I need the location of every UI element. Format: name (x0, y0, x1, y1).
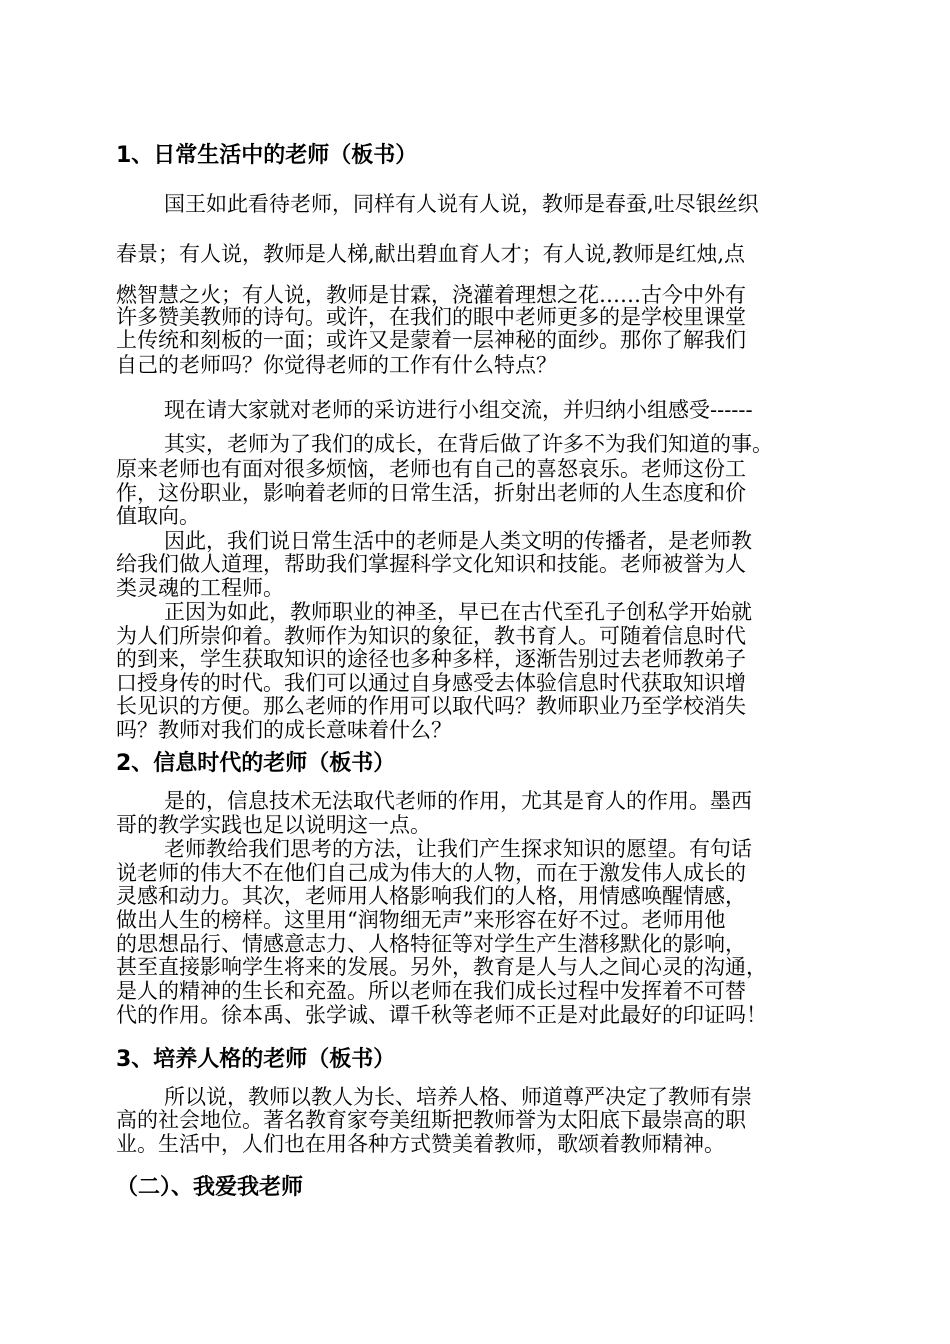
paragraph-1-line-2: 春景；有人说，教师是人梯,献出碧血育人才；有人说,教师是红烛,点 (116, 242, 746, 266)
paragraph-7-line-7: 是人的精神的生长和充盈。所以老师在我们成长过程中发挥着不可替 (116, 979, 746, 1003)
paragraph-5-line-5: 长见识的方便。那么老师的作用可以取代吗？教师职业乃至学校消失 (116, 694, 746, 718)
paragraph-4-line-3: 类灵魂的工程师。 (116, 576, 284, 600)
paragraph-6-line-1: 是的，信息技术无法取代老师的作用，尤其是育人的作用。墨西 (164, 789, 752, 813)
section-heading-3: 3、培养人格的老师（板书） (116, 1047, 396, 1072)
paragraph-3-line-1: 其实，老师为了我们的成长，在背后做了许多不为我们知道的事。 (164, 432, 773, 456)
paragraph-7-line-6: 甚至直接影响学生将来的发展。另外，教育是人与人之间心灵的沟通， (116, 955, 767, 979)
paragraph-1-line-5: 上传统和刻板的一面；或许又是蒙着一层神秘的面纱。那你了解我们 (116, 328, 746, 352)
paragraph-7-line-5: 的思想品行、情感意志力、人格特征等对学生产生潜移默化的影响， (116, 932, 746, 956)
paragraph-5-line-1: 正因为如此，教师职业的神圣，早已在古代至孔子创私学开始就 (164, 600, 752, 624)
paragraph-1-line-6: 自己的老师吗？你觉得老师的工作有什么特点？ (116, 353, 557, 377)
paragraph-3-line-2: 原来老师也有面对很多烦恼，老师也有自己的喜怒哀乐。老师这份工 (116, 457, 746, 481)
paragraph-6-line-2: 哥的教学实践也足以说明这一点。 (116, 813, 431, 837)
paragraph-7-line-8: 代的作用。徐本禹、张学诚、谭千秋等老师不正是对此最好的印证吗！ (116, 1003, 767, 1027)
paragraph-5-line-3: 的到来，学生获取知识的途径也多种多样，逐渐告别过去老师教弟子 (116, 647, 746, 671)
paragraph-7-line-4: 做出人生的榜样。这里用“润物细无声”来形容在好不过。老师用他 (116, 908, 726, 932)
paragraph-7-line-2: 说老师的伟大不在他们自己成为伟大的人物，而在于激发伟人成长的 (116, 861, 746, 885)
paragraph-1-line-1: 国王如此看待老师，同样有人说有人说，教师是春蚕,吐尽银丝织 (164, 192, 759, 216)
paragraph-5-line-2: 为人们所崇仰着。教师作为知识的象征，教书育人。可随着信息时代 (116, 624, 746, 648)
section-heading-1: 1、日常生活中的老师（板书） (116, 143, 418, 168)
paragraph-7-line-3: 灵感和动力。其次，老师用人格影响我们的人格，用情感唤醒情感， (116, 884, 746, 908)
paragraph-5-line-4: 口授身传的时代。我们可以通过自身感受去体验信息时代获取知识增 (116, 671, 746, 695)
paragraph-8-line-1: 所以说，教师以教人为长、培养人格、师道尊严决定了教师有崇 (164, 1085, 752, 1109)
paragraph-4-line-2: 给我们做人道理，帮助我们掌握科学文化知识和技能。老师被誉为人 (116, 552, 746, 576)
paragraph-8-line-2: 高的社会地位。著名教育家夸美纽斯把教师誉为太阳底下最崇高的职 (116, 1108, 746, 1132)
paragraph-5-line-6: 吗？教师对我们的成长意味着什么？ (116, 718, 452, 742)
paragraph-1-line-3: 燃智慧之火；有人说，教师是甘霖，浇灌着理想之花……古今中外有 (116, 283, 746, 307)
paragraph-3-line-4: 值取向。 (116, 504, 200, 528)
paragraph-3-line-3: 作，这份职业，影响着老师的日常生活，折射出老师的人生态度和价 (116, 481, 746, 505)
paragraph-8-line-3: 业。生活中，人们也在用各种方式赞美着教师，歌颂着教师精神。 (116, 1132, 725, 1156)
paragraph-4-line-1: 因此，我们说日常生活中的老师是人类文明的传播者，是老师教 (164, 529, 752, 553)
paragraph-7-line-1: 老师教给我们思考的方法，让我们产生探求知识的愿望。有句话 (164, 837, 752, 861)
section-heading-2: 2、信息时代的老师（板书） (116, 751, 396, 776)
paragraph-2-line-1: 现在请大家就对老师的采访进行小组交流，并归纳小组感受------ (164, 398, 753, 422)
paragraph-1-line-4: 许多赞美教师的诗句。或许，在我们的眼中老师更多的是学校里课堂 (116, 305, 746, 329)
section-heading-4: （二）、我爱我老师 (116, 1175, 304, 1200)
